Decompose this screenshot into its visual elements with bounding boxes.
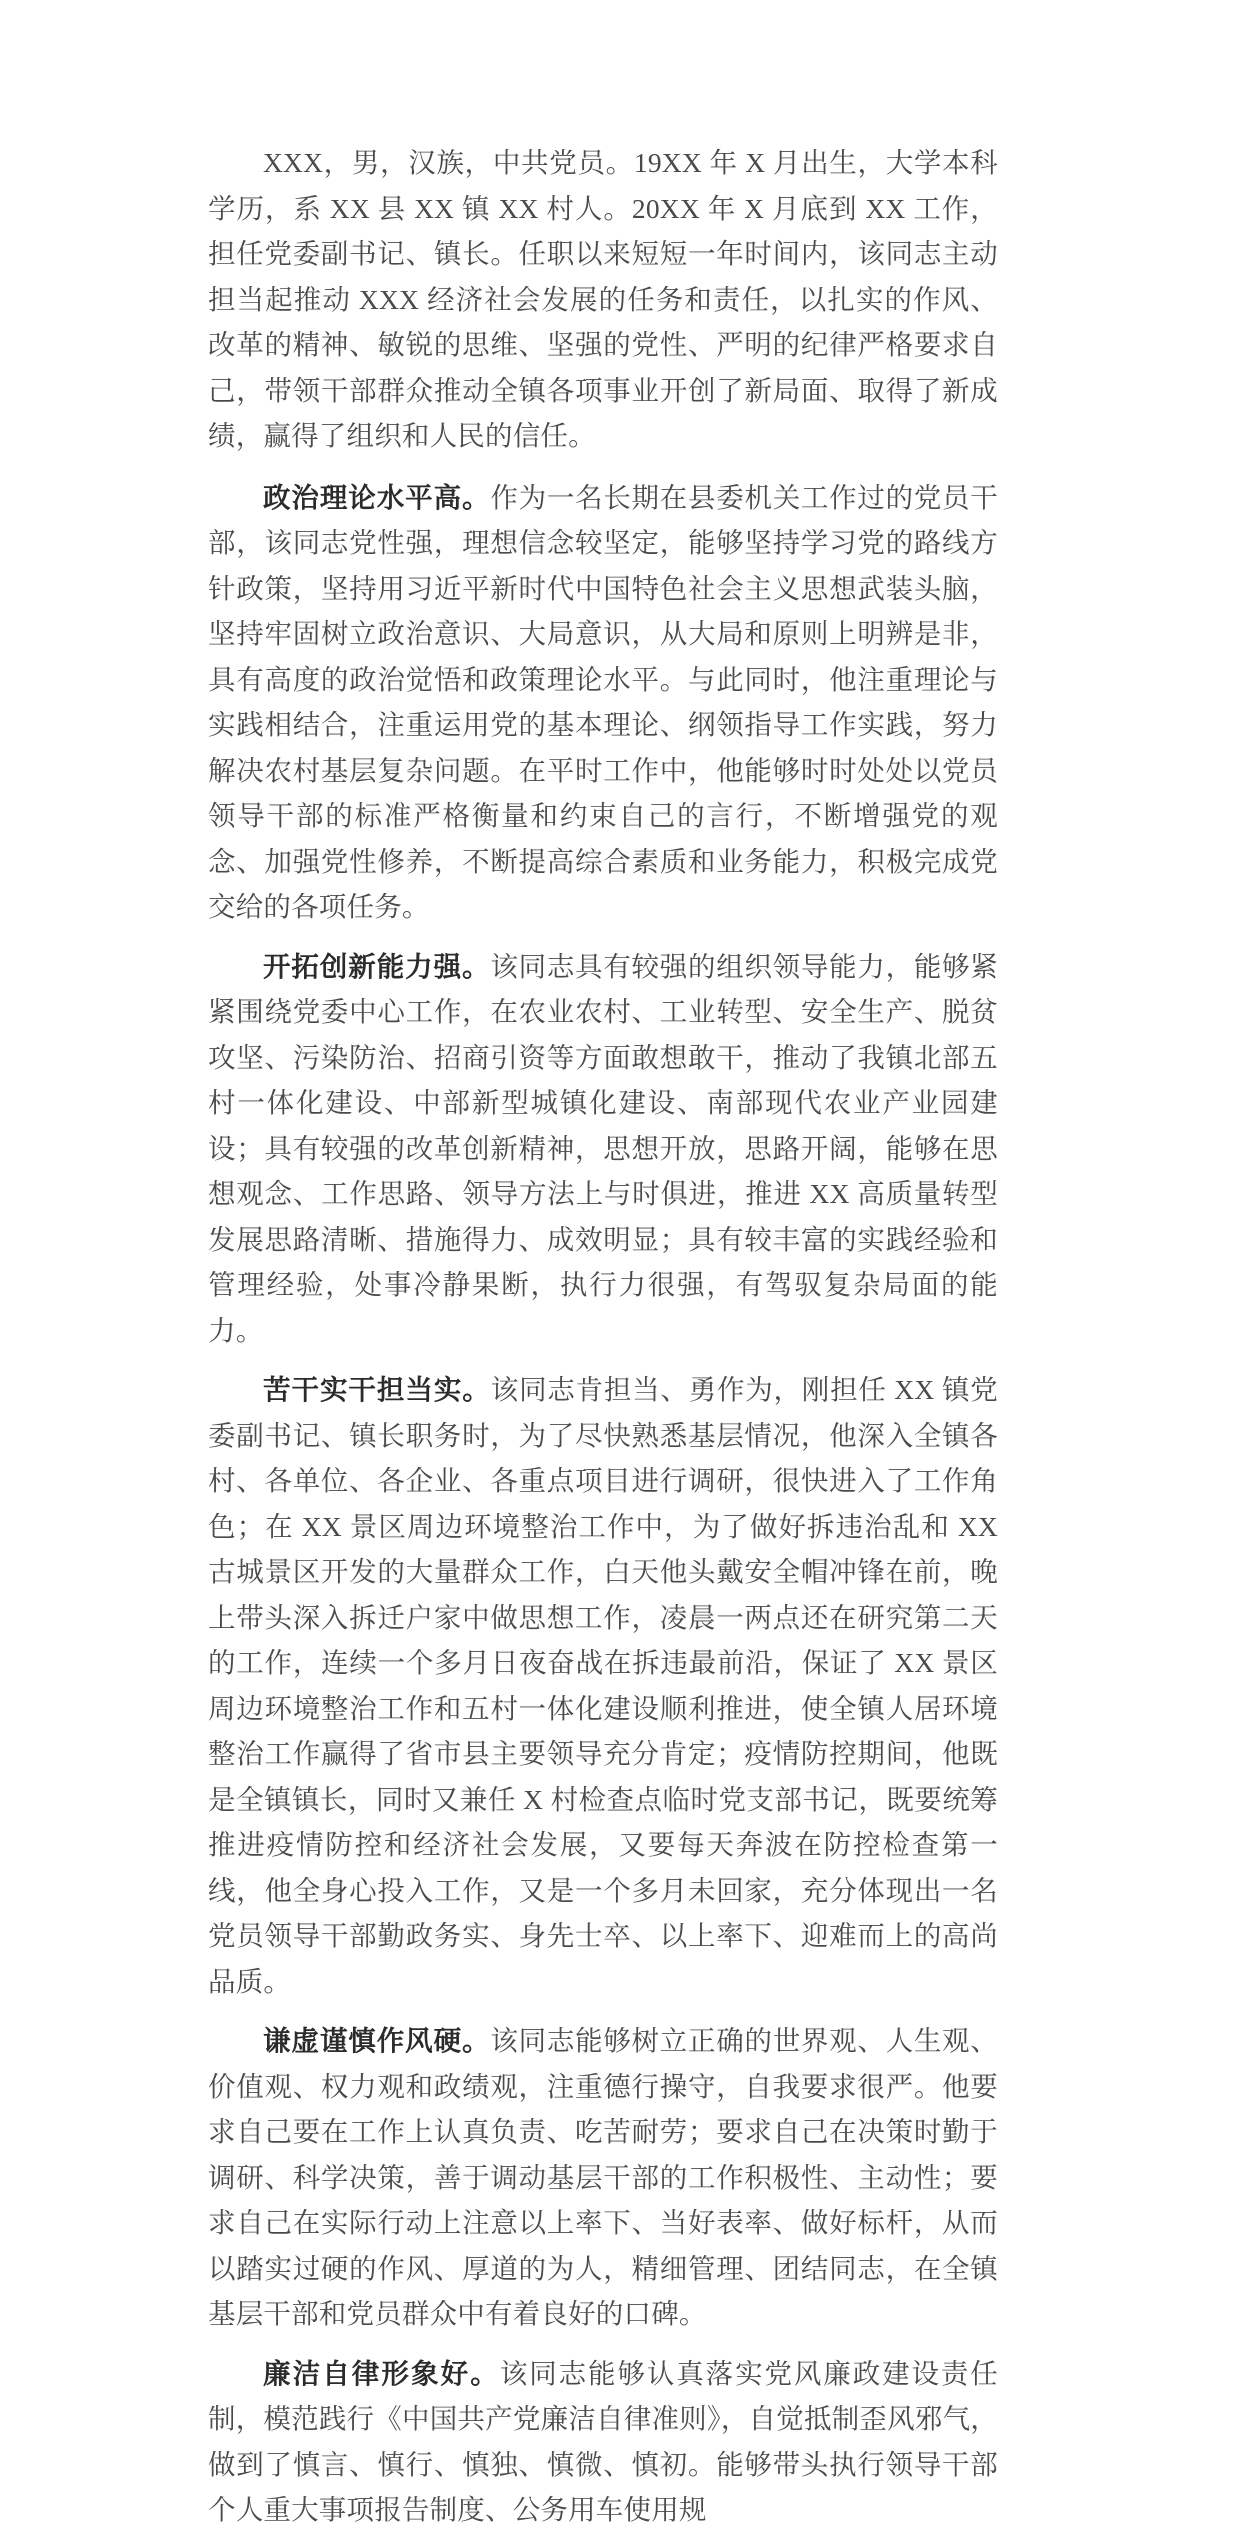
paragraph-text: 该同志能够认真落实党风廉政建设责任制，模范践行《中国共产党廉洁自律准则》，自觉抵制歪风邪气，做到了慎言、慎行、慎独、慎微、慎初。能够带头执行领导干部个人重大事项报告制度、公务用车使用规 (208, 2357, 999, 2525)
paragraph-modest-style (208, 2018, 998, 2337)
section-heading-modest-style: 谦虚谨慎作风硬。 (263, 2025, 491, 2056)
document-body (208, 140, 998, 2533)
paragraph-text: 该同志肯担当、勇作为，刚担任 XX 镇党委副书记、镇长职务时，为了尽快熟悉基层情况，他深入全镇各村、各单位、各企业、各重点项目进行调研，很快进入了工作角色；在 XX 景区周边环境整治工作中，为了做好拆违治乱和 XX 古城景区开发的大量群众工作，白天他头戴安全帽冲锋在前，晚上带头深入拆迁户家中做思想工作，凌晨一两点还在研究第二天的工作，连续一个多月日夜奋战在拆违最前沿，保证了 XX 景区周边环境整治工作和五村一体化建设顺利推进，使全镇人居环境整治工作赢得了省市县主要领导充分肯定；疫情防控期间，他既是全镇镇长，同时又兼任 X 村检查点临时党支部书记，既要统筹推进疫情防控和经济社会发展，又要每天奔波在防控检查第一线，他全身心投入工作，又是一个多月未回家，充分体现出一名党员领导干部勤政务实、身先士卒、以上率下、迎难而上的高尚品质。 (208, 1374, 999, 1997)
section-heading-innovation-ability: 开拓创新能力强。 (263, 950, 491, 982)
paragraph-innovation-ability (208, 944, 998, 1354)
section-heading-hard-work: 苦干实干担当实。 (263, 1374, 491, 1405)
section-heading-integrity: 廉洁自律形象好。 (263, 2357, 500, 2389)
paragraph-text: XXX，男，汉族，中共党员。19XX 年 X 月出生，大学本科学历，系 XX 县 XX 镇 XX 村人。20XX 年 X 月底到 XX 工作，担任党委副书记、镇长。任职以来短短一年时间内，该同志主动担当起推动 XXX 经济社会发展的任务和责任，以扎实的作风、改革的精神、敏锐的思维、坚强的党性、严明的纪律严格要求自己，带领干部群众推动全镇各项事业开创了新局面、取得了新成绩，赢得了组织和人民的信任。 (208, 147, 998, 451)
paragraph-text: 该同志具有较强的组织领导能力，能够紧紧围绕党委中心工作，在农业农村、工业转型、安全生产、脱贫攻坚、污染防治、招商引资等方面敢想敢干，推动了我镇北部五村一体化建设、中部新型城镇化建设、南部现代农业产业园建设；具有较强的改革创新精神，思想开放，思路开阔，能够在思想观念、工作思路、领导方法上与时俱进，推进 XX 高质量转型发展思路清晰、措施得力、成效明显；具有较丰富的实践经验和管理经验，处事冷静果断，执行力很强，有驾驭复杂局面的能力。 (208, 950, 998, 1346)
paragraph-intro (208, 140, 998, 459)
paragraph-text: 该同志能够树立正确的世界观、人生观、价值观、权力观和政绩观，注重德行操守，自我要求很严。他要求自己要在工作上认真负责、吃苦耐劳；要求自己在决策时勤于调研、科学决策，善于调动基层干部的工作积极性、主动性；要求自己在实际行动上注意以上率下、当好表率、做好标杆，从而以踏实过硬的作风、厚道的为人，精细管理、团结同志，在全镇基层干部和党员群众中有着良好的口碑。 (208, 2025, 998, 2329)
paragraph-political-theory (208, 475, 998, 930)
paragraph-integrity (208, 2351, 998, 2533)
section-heading-political-theory: 政治理论水平高。 (263, 481, 491, 513)
paragraph-hard-work (208, 1367, 998, 2004)
paragraph-text: 作为一名长期在县委机关工作过的党员干部，该同志党性强，理想信念较坚定，能够坚持学习党的路线方针政策，坚持用习近平新时代中国特色社会主义思想武装头脑，坚持牢固树立政治意识、大局意识，从大局和原则上明辨是非，具有高度的政治觉悟和政策理论水平。与此同时，他注重理论与实践相结合，注重运用党的基本理论、纲领指导工作实践，努力解决农村基层复杂问题。在平时工作中，他能够时时处处以党员领导干部的标准严格衡量和约束自己的言行，不断增强党的观念、加强党性修养，不断提高综合素质和业务能力，积极完成党交给的各项任务。 (208, 481, 998, 922)
